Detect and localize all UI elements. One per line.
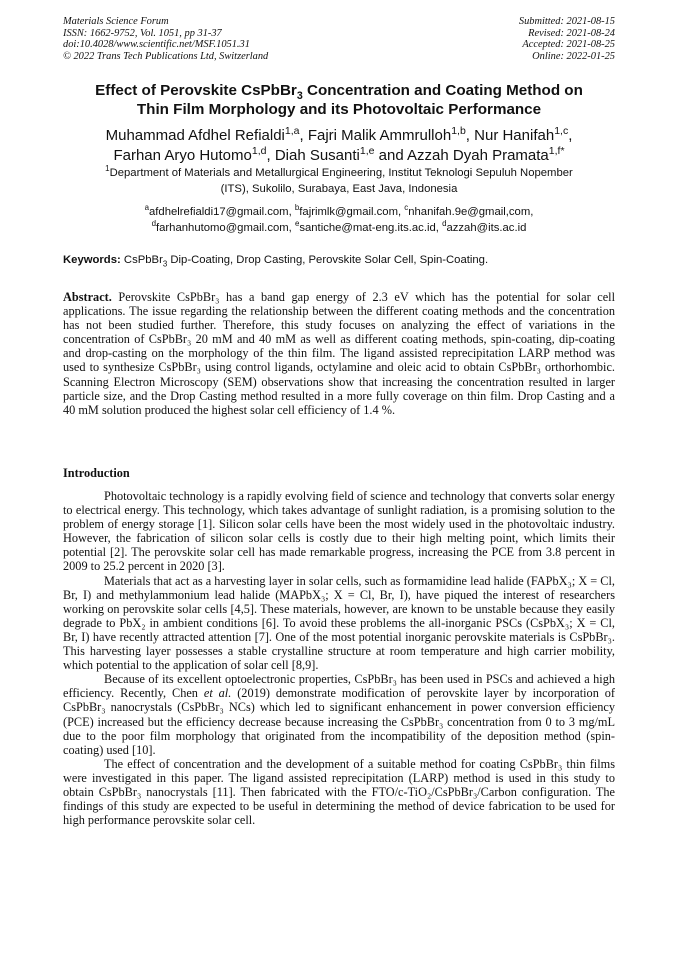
author-name: Fajri Malik Ammrulloh (307, 127, 452, 144)
issn-line: ISSN: 1662-9752, Vol. 1051, pp 31-37 (63, 27, 222, 39)
title-line-1: Effect of Perovskite CsPbBr$_3$ Concentration and Coating Method on (95, 82, 583, 103)
author-name: Azzah Dyah Pramata (407, 146, 549, 164)
journal-info (63, 16, 268, 63)
email-list: $^a$afdhelrefialdi17@gmail.com, $^b$fajrimlk@gmail.com, $^c$nhanifah.9e@gmail,com, $^d$farhanhutomo@gmail.com, $^e$santiche@mat-eng.its.ac.id, $^d$azzah@its.ac.id (144, 203, 534, 234)
abstract (63, 290, 615, 417)
accepted-date: Accepted: 2021-08-25 (522, 39, 615, 51)
email-address: nhanifah.9e@gmail,com, (408, 206, 534, 218)
abstract-text: Perovskite CsPbBr₃ has a band gap energy of 2.3 eV which has the potential for solar cell applications. The issue regarding the relationship between the different coating methods and the concentration has not been studied further. Therefore, this study focuses on analyzing the effect of variations in the concentration of CsPbBr₃ 20 mM and 40 mM as well as different coating methods, spin-coating, dip-coating and drop-casting on the morphology of the thin film. The ligand assisted reprecipitation LARP method was used to synthesize CsPbBr₃ using control ligands, octylamine and oleic acid to obtain CsPbBr₃ orthorhombic. Scanning Electron Microscopy (SEM) observations show that increasing the concentration resulted in larger particle size, and the Drop Casting method resulted in a more fully coverage on thin film. Drop Casting and a 40 mM solution produced the highest solar cell efficiency of 1.4 %. (63, 290, 615, 417)
affiliation: $^1$Department of Materials and Metallurgical Engineering, Institut Teknologi Sepuluh Nopember (ITS), Sukolilo, Surabaya, East Java, Indonesia (105, 164, 573, 195)
author-name: Muhammad Afdhel Refialdi (105, 127, 285, 144)
intro-paragraph-2: Materials that act as a harvesting layer in solar cells, such as formamidine lead halide (FAPbX₃; X = Cl, Br, I) and methylammonium lead halide (MAPbX₃; X = Cl, Br, I), have piqued the interest of researchers working on perovskite solar cells [4,5]. These materials, however, are known to be unstable because they easily degrade to PbX₂ in ambient conditions [6]. To avoid these problems the all-inorganic PSCs (CsPbX₃; X = Cl, Br, I) have recently attracted attention [7]. One of the most potential inorganic perovskite materials is CsPbBr₃. This harvesting layer possesses a stable crystalline structure at room temperature and high carrier mobility, which potential to the application of solar cell [8,9]. (63, 573, 615, 673)
author-name: Farhan Aryo Hutomo (113, 146, 252, 164)
copyright-line: © 2022 Trans Tech Publications Ltd, Switzerland (63, 51, 269, 63)
keywords-label: Keywords: (63, 254, 121, 266)
keywords: Keywords: CsPbBr$_3$ Dip-Coating, Drop Casting, Perovskite Solar Cell, Spin-Coating. (63, 254, 489, 269)
email-address: fajrimlk@gmail.com (299, 206, 398, 218)
author-name: Diah Susanti (274, 146, 360, 164)
email-address: afdhelrefialdi17@gmail.com (149, 206, 289, 218)
submitted-date: Submitted: 2021-08-15 (518, 16, 615, 27)
doi-line: doi:10.4028/www.scientific.net/MSF.1051.31 (63, 39, 250, 51)
section-heading-introduction: Introduction (63, 466, 130, 480)
author-list: Muhammad Afdhel Refialdi$^{1,a}$, Fajri Malik Ammrulloh$^{1,b}$, Nur Hanifah$^{1,c}$, Farhan Aryo Hutomo$^{1,d}$, Diah Susanti$^{1,e}$ and Azzah Dyah Pramata$^{1,f*}$ (105, 125, 573, 164)
intro-paragraph-4: The effect of concentration and the development of a suitable method for coating CsPbBr₃ thin films were investigated in this paper. The ligand assisted reprecipitation (LARP) method is used in this study to obtain CsPbBr₃ nanocrystals [11]. Then fabricated with the FTO/c-TiO₂/CsPbBr₃/Carbon configuration. The findings of this study are expected to be useful in determining the method of device fabrication to be used for high performance perovskite solar cell. (63, 756, 615, 828)
email-address: farhanhutomo@gmail.com (156, 221, 289, 234)
revised-date: Revised: 2021-08-24 (528, 27, 615, 39)
abstract-label: Abstract. (63, 290, 112, 304)
title-line-2: Thin Film Morphology and its Photovoltaic Performance (136, 100, 542, 118)
paper-title (40, 82, 638, 119)
email-address: santiche@mat-eng.its.ac.id (299, 221, 436, 234)
intro-paragraph-3: Because of its excellent optoelectronic properties, CsPbBr₃ has been used in PSCs and achieved a high efficiency. Recently, Chen et al. (2019) demonstrate modification of perovskite layer by incorporation of CsPbBr₃ nanocrystals (CsPbBr₃ NCs) which led to significant enhancement in power conversion efficiency (PCE) increased but the efficiency decrease because increasing the CsPbBr₃ concentration from 0 to 3 mg/mL due to the poor film morphology that originated from the incompatibility of the deposition method (spin-coating) used [10]. (63, 672, 615, 757)
journal-name: Materials Science Forum (63, 16, 169, 27)
publication-dates (519, 16, 615, 63)
introduction-body (63, 489, 615, 827)
intro-paragraph-1: Photovoltaic technology is a rapidly evolving field of science and technology that converts solar energy to electrical energy. This technology, which takes advantage of sunlight radiation, is a promising solution to the problem of energy storage [1]. Silicon solar cells have been the most widely used in the photovoltaic industry. However, the fabrication of silicon solar cells is costly due to their high melting point, which limits their potential [2]. The perovskite solar cell has made remarkable progress, increasing the PCE from 3.8 percent in 2009 to 25.2 percent in 2020 [3]. (63, 489, 615, 574)
online-date: Online: 2022-01-25 (532, 51, 615, 63)
author-name: Nur Hanifah (474, 127, 555, 144)
email-address: azzah@its.ac.id (446, 221, 527, 234)
